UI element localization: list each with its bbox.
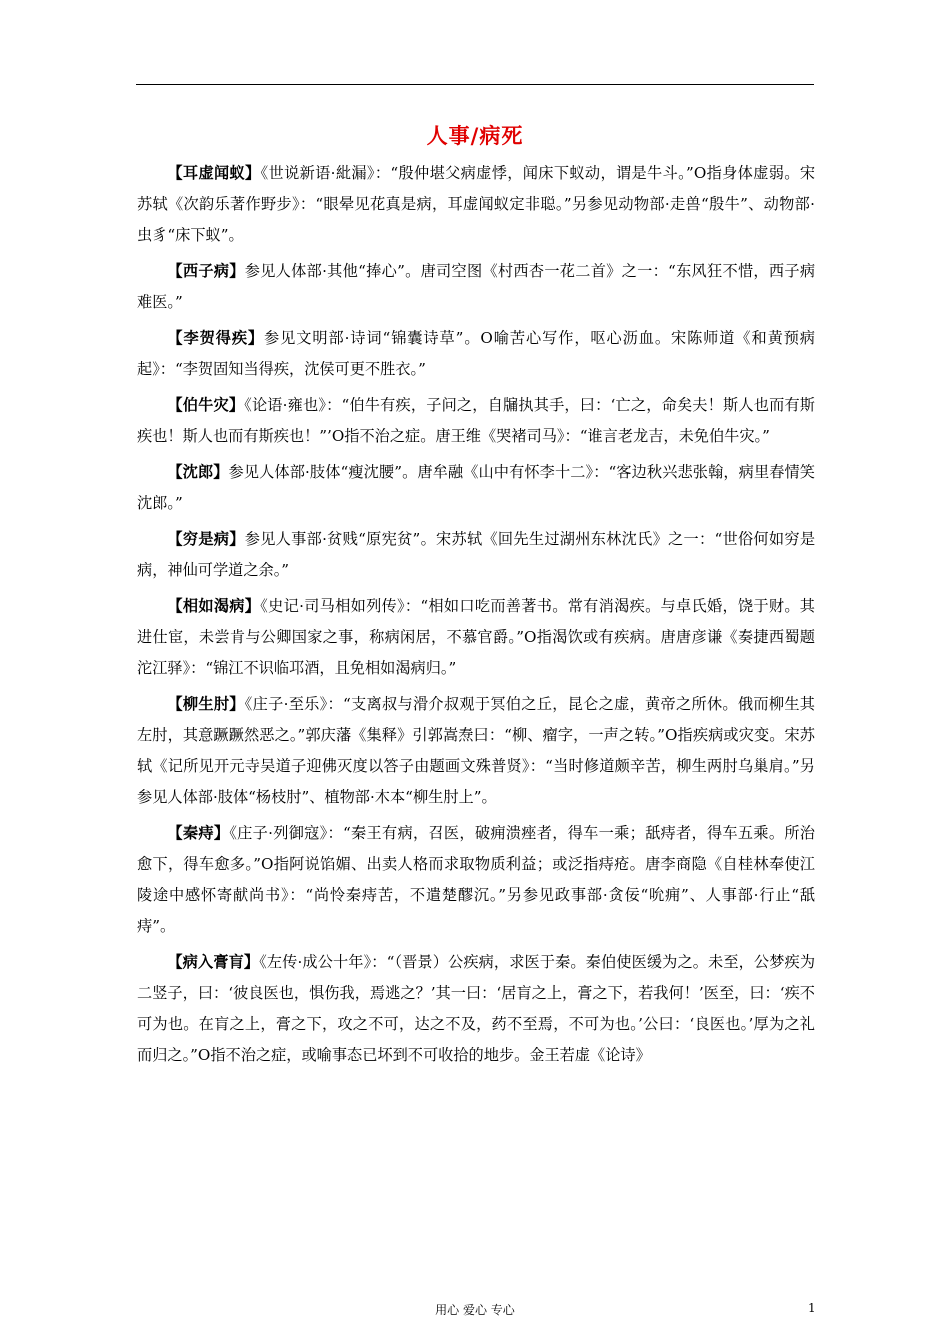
document-body xyxy=(137,158,815,1076)
entry-head: 【柳生肘】 xyxy=(167,695,245,713)
entry-head: 【秦痔】 xyxy=(167,824,230,842)
header-rule xyxy=(136,84,814,85)
entry xyxy=(137,323,815,385)
entry-text: 参见人体部·其他“捧心”。唐司空图《村西杏一花二首》之一：“东风狂不惜，西子病难医。” xyxy=(137,262,816,311)
entry-head: 【相如渴病】 xyxy=(167,597,261,615)
entry-text: 《论语·雍也》：“伯牛有疾，子问之，自牖执其手，曰：‘亡之，命矣夫！斯人也而有斯疾也！斯人也而有斯疾也！”’O指不治之症。唐王维《哭褚司马》：“谁言老龙吉，未免伯牛灾。” xyxy=(137,396,815,445)
entry-text: 《世说新语·紕漏》：“殷仲堪父病虚悸，闻床下蚁动，谓是牛斗。”O指身体虚弱。宋苏轼《次韵乐著作野步》：“眼晕见花真是病，耳虚闻蚁定非聪。”另参见动物部·走兽“殷牛”、动物部·虫豸“床下蚁”。 xyxy=(137,164,816,244)
entry xyxy=(137,524,815,586)
entry-head: 【病入膏肓】 xyxy=(167,953,260,971)
entry xyxy=(137,947,815,1071)
entry-text: 《庄子·至乐》：“支离叔与滑介叔观于冥伯之丘，昆仑之虚，黄帝之所休。俄而柳生其左肘，其意蹶蹶然恶之。”郭庆藩《集释》引郭嵩焘曰：“柳、瘤字，一声之转。”O指疾病或灾变。宋苏轼《记所见开元寺吴道子迎佛灭度以答子由题画文殊普贤》：“当时修道颇辛苦，柳生两肘乌巢肩。”另参见人体部·肢体“杨枝肘”、植物部·木本“柳生肘上”。 xyxy=(137,695,815,806)
entry-text: 《史记·司马相如列传》：“相如口吃而善著书。常有消渴疾。与卓氏婚，饶于财。其进仕宦，未尝肯与公卿国家之事，称病闲居，不慕官爵。”O指渴饮或有疾病。唐唐彦谦《奏捷西蜀题沱江驿》：“锦江不识临邛酒，且免相如渴病归。” xyxy=(137,597,815,677)
entry-head: 【西子病】 xyxy=(167,262,245,280)
entry-head: 【沈郎】 xyxy=(167,463,229,481)
entry-text: 《左传·成公十年》：“（晋景）公疾病，求医于秦。秦伯使医缓为之。未至，公梦疾为二竖子，曰：‘彼良医也，惧伤我，焉逃之？’其一曰：‘居肓之上，膏之下，若我何！’医至，曰：‘疾不可为也。在肓之上，膏之下，攻之不可，达之不及，药不至焉，不可为也。’公曰：‘良医也。’厚为之礼而归之。”O指不治之症，或喻事态已坏到不可收拾的地步。金王若虚《论诗》 xyxy=(137,953,816,1064)
entry xyxy=(137,818,815,942)
entry xyxy=(137,158,815,251)
entry-head: 【耳虚闻蚁】 xyxy=(167,164,261,182)
entry xyxy=(137,457,815,519)
entry-head: 【伯牛灾】 xyxy=(167,396,245,414)
entry-text: 参见人事部·贫贱“原宪贫”。宋苏轼《回先生过湖州东林沈氏》之一：“世俗何如穷是病，神仙可学道之余。” xyxy=(137,530,816,579)
footer-text: 用心 爱心 专心 xyxy=(435,1303,515,1317)
page-number: 1 xyxy=(808,1301,816,1315)
entry-text: 《庄子·列御寇》：“秦王有病，召医，破痈溃痤者，得车一乘；舐痔者，得车五乘。所治愈下，得车愈多。”O指阿说馅媚、出卖人格而求取物质利益；或泛指痔疮。唐李商隐《自桂林奉使江陵途中感怀寄献尚书》：“尚怜秦痔苦，不遣楚醪沉。”另参见政事部·贪佞“吮痈”、人事部·行止“舐痔”。 xyxy=(137,824,815,935)
entry-head: 【穷是病】 xyxy=(167,530,245,548)
entry-head: 【李贺得疾】 xyxy=(167,329,265,347)
entry-text: 参见文明部·诗词“锦囊诗草”。O喻苦心写作，呕心沥血。宋陈师道《和黄预病起》：“李贺固知当得疾，沈侯可更不胜衣。” xyxy=(137,329,815,378)
entry-text: 参见人体部·肢体“瘦沈腰”。唐牟融《山中有怀李十二》：“客边秋兴悲张翰，病里春情笑沈郎。” xyxy=(137,463,815,512)
entry xyxy=(137,390,815,452)
entry xyxy=(137,256,815,318)
page-title: 人事/病死 xyxy=(426,123,524,148)
entry xyxy=(137,591,815,684)
entry xyxy=(137,689,815,813)
